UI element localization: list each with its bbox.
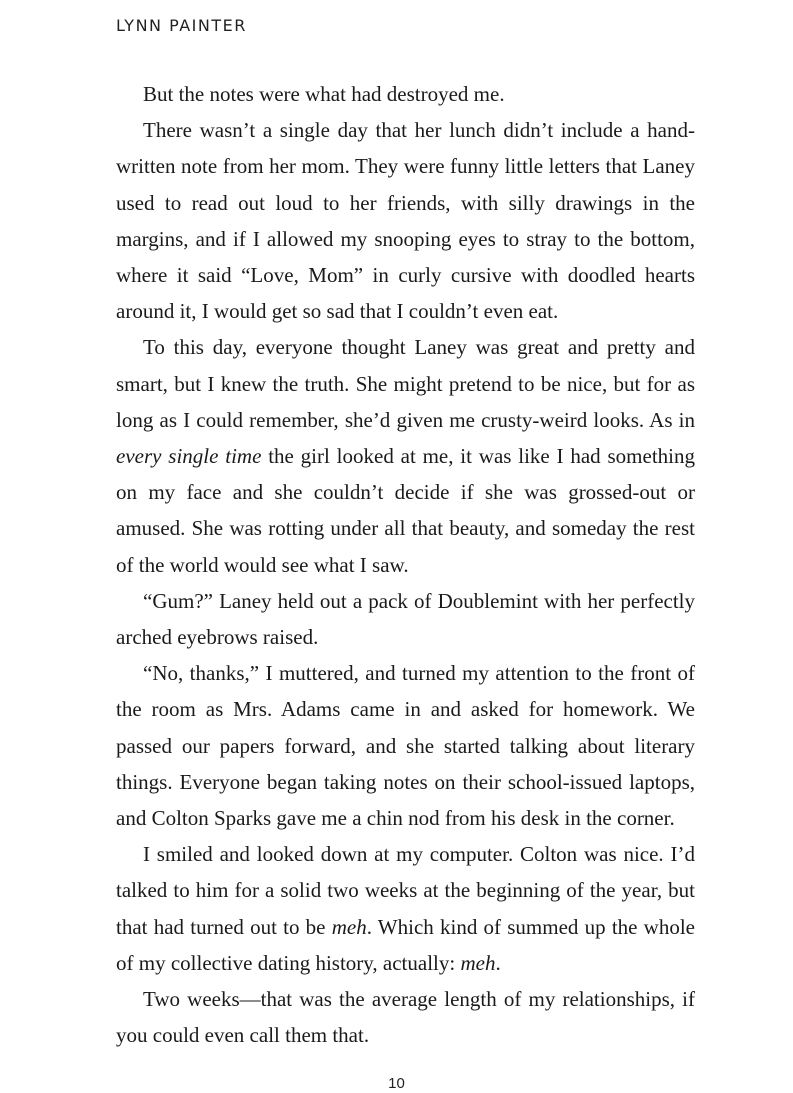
paragraph-text: To this day, everyone thought Laney was great and pretty and smart, but I knew the truth. She might pretend to be nice, but for as long as I could remember, she’d given me crusty-weird looks. As in [116,335,695,432]
paragraph-text: But the notes were what had destroyed me. [143,82,505,106]
italic-text: meh [331,914,367,939]
paragraph-text: Two weeks—that was the average length of my relationships, if you could even call them that. [116,987,695,1048]
paragraph-text: the girl looked at me, it was like I had something on my face and she couldn’t decide if she was grossed-out or amused. She was rotting under all that beauty, and someday the rest of the world would see what I saw. [116,444,695,577]
page-number: 10 [388,1075,405,1092]
paragraph-text: . [495,950,501,975]
paragraph [116,583,695,655]
paragraph [116,655,695,836]
paragraph-text: “Gum?” Laney held out a pack of Doublemint with her perfectly arched eyebrows raised. [116,588,695,650]
running-head: LYNN PAINTER [116,16,247,35]
paragraph [116,981,695,1053]
paragraph [116,836,695,981]
paragraph [116,329,695,582]
paragraph-text: I smiled and looked down at my computer. Colton was nice. I’d talked to him for a solid two weeks at the beginning of the year, but that had turned out to be [116,842,695,939]
paragraph-text: . Which kind of summed up the whole of my collective dating history, actually: [116,914,696,975]
italic-text: every single time [116,444,262,469]
body-text [116,76,695,1053]
italic-text: meh [460,950,496,975]
paragraph [116,112,695,329]
paragraph [116,76,695,112]
paragraph-text: “No, thanks,” I muttered, and turned my attention to the front of the room as Mrs. Adams came in and asked for homework. We passed our papers forward, and she started talking about literary things. Everyone began taking notes on their school-issued laptops, and Colton Sparks gave me a chin nod from his desk in the corner. [116,661,695,831]
paragraph-text: There wasn’t a single day that her lunch didn’t include a handwritten note from her mom. They were funny little letters that Laney used to read out loud to her friends, with silly drawings in the margins, and if I allowed my snooping eyes to stray to the bottom, where it said “Love, Mom” in curly cursive with doodled hearts around it, I would get so sad that I couldn’t even eat. [116,118,695,324]
